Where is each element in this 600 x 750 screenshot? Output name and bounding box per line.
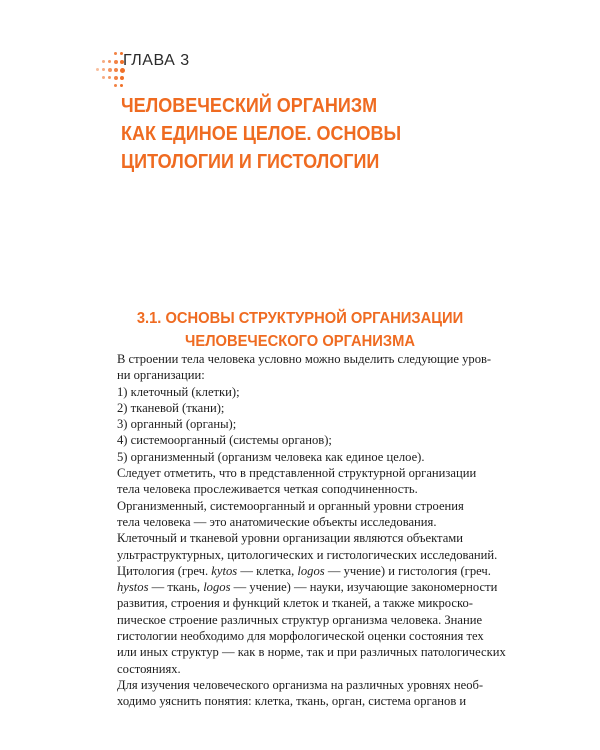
- decorative-dot: [114, 76, 118, 80]
- term-italic: logos: [297, 563, 325, 578]
- paragraph-line: развития, строения и функций клеток и тканей, а также микроско-: [117, 596, 473, 611]
- text-run: — клетка,: [237, 563, 298, 578]
- paragraph-line: Организменный, системоорганный и органный уровни строения: [117, 498, 464, 513]
- decorative-dot: [114, 84, 117, 87]
- text-run: В строении тела человека условно можно выделить следующие уров-: [117, 352, 492, 366]
- paragraph-line: состояниях.: [117, 661, 181, 676]
- decorative-dot: [108, 76, 111, 79]
- text-run: — учение) — науки, изучающие закономерности: [230, 580, 498, 595]
- decorative-dot: [120, 76, 124, 80]
- chapter-title-line: ЧЕЛОВЕЧЕСКИЙ ОРГАНИЗМ: [121, 95, 378, 117]
- term-italic: hystos: [117, 580, 149, 595]
- paragraph-line: или иных структур — как в норме, так и при различных патологических: [117, 645, 506, 660]
- paragraph-line: [117, 351, 498, 367]
- chapter-title-line: КАК ЕДИНОЕ ЦЕЛОЕ. ОСНОВЫ: [121, 123, 402, 145]
- text-run: — учение) и гистология (греч.: [324, 563, 491, 578]
- paragraph-line: [117, 563, 498, 579]
- section-title-line: ЧЕЛОВЕЧЕСКОГО ОРГАНИЗМА: [185, 333, 415, 350]
- decorative-dot: [114, 52, 117, 55]
- decorative-dot: [102, 60, 105, 63]
- text-run: — ткань,: [148, 580, 204, 595]
- decorative-dot: [120, 84, 123, 87]
- decorative-dot: [114, 68, 118, 72]
- decorative-dot: [114, 60, 118, 64]
- paragraph-line: Для изучения человеческого организма на различных уровнях необ-: [117, 677, 484, 692]
- paragraph-line: гистологии необходимо для морфологической оценки состояния тех: [117, 629, 484, 644]
- text-run: Цитология (греч.: [117, 563, 212, 578]
- list-item: 1) клеточный (клетки);: [117, 384, 240, 399]
- chapter-title: [121, 92, 499, 176]
- decorative-dot-grid: [92, 50, 122, 90]
- decorative-dot: [108, 60, 111, 63]
- paragraph-line: ни организации:: [117, 368, 205, 383]
- list-item: 2) тканевой (ткани);: [117, 400, 225, 415]
- term-italic: logos: [203, 580, 231, 595]
- list-item: 5) организменный (организм человека как единое целое).: [117, 449, 425, 464]
- section-title-line: 3.1. ОСНОВЫ СТРУКТУРНОЙ ОРГАНИЗАЦИИ: [136, 310, 464, 327]
- chapter-label: ГЛАВА 3: [123, 52, 190, 69]
- decorative-dot: [96, 68, 99, 71]
- decorative-dot: [102, 68, 105, 71]
- paragraph-line: пическое строение различных структур организма человека. Знание: [117, 612, 483, 627]
- paragraph-line: тела человека прослеживается четкая соподчиненность.: [117, 482, 418, 497]
- section-title: [0, 307, 600, 353]
- decorative-dot: [102, 76, 105, 79]
- body-text: [117, 351, 506, 710]
- decorative-dot: [108, 68, 112, 72]
- chapter-title-line: ЦИТОЛОГИИ И ГИСТОЛОГИИ: [121, 151, 380, 173]
- list-item: 4) системоорганный (системы органов);: [117, 433, 332, 448]
- paragraph-line: [117, 579, 498, 595]
- term-italic: kytos: [211, 563, 238, 578]
- list-item: 3) органный (органы);: [117, 417, 237, 432]
- paragraph-line: Следует отметить, что в представленной структурной организации: [117, 466, 477, 481]
- paragraph-line: ходимо уяснить понятия: клетка, ткань, орган, система органов и: [117, 694, 467, 709]
- paragraph-line: тела человека — это анатомические объекты исследования.: [117, 514, 437, 529]
- paragraph-line: ультраструктурных, цитологических и гистологических исследований.: [117, 547, 498, 562]
- paragraph-line: Клеточный и тканевой уровни организации являются объектами: [117, 531, 463, 546]
